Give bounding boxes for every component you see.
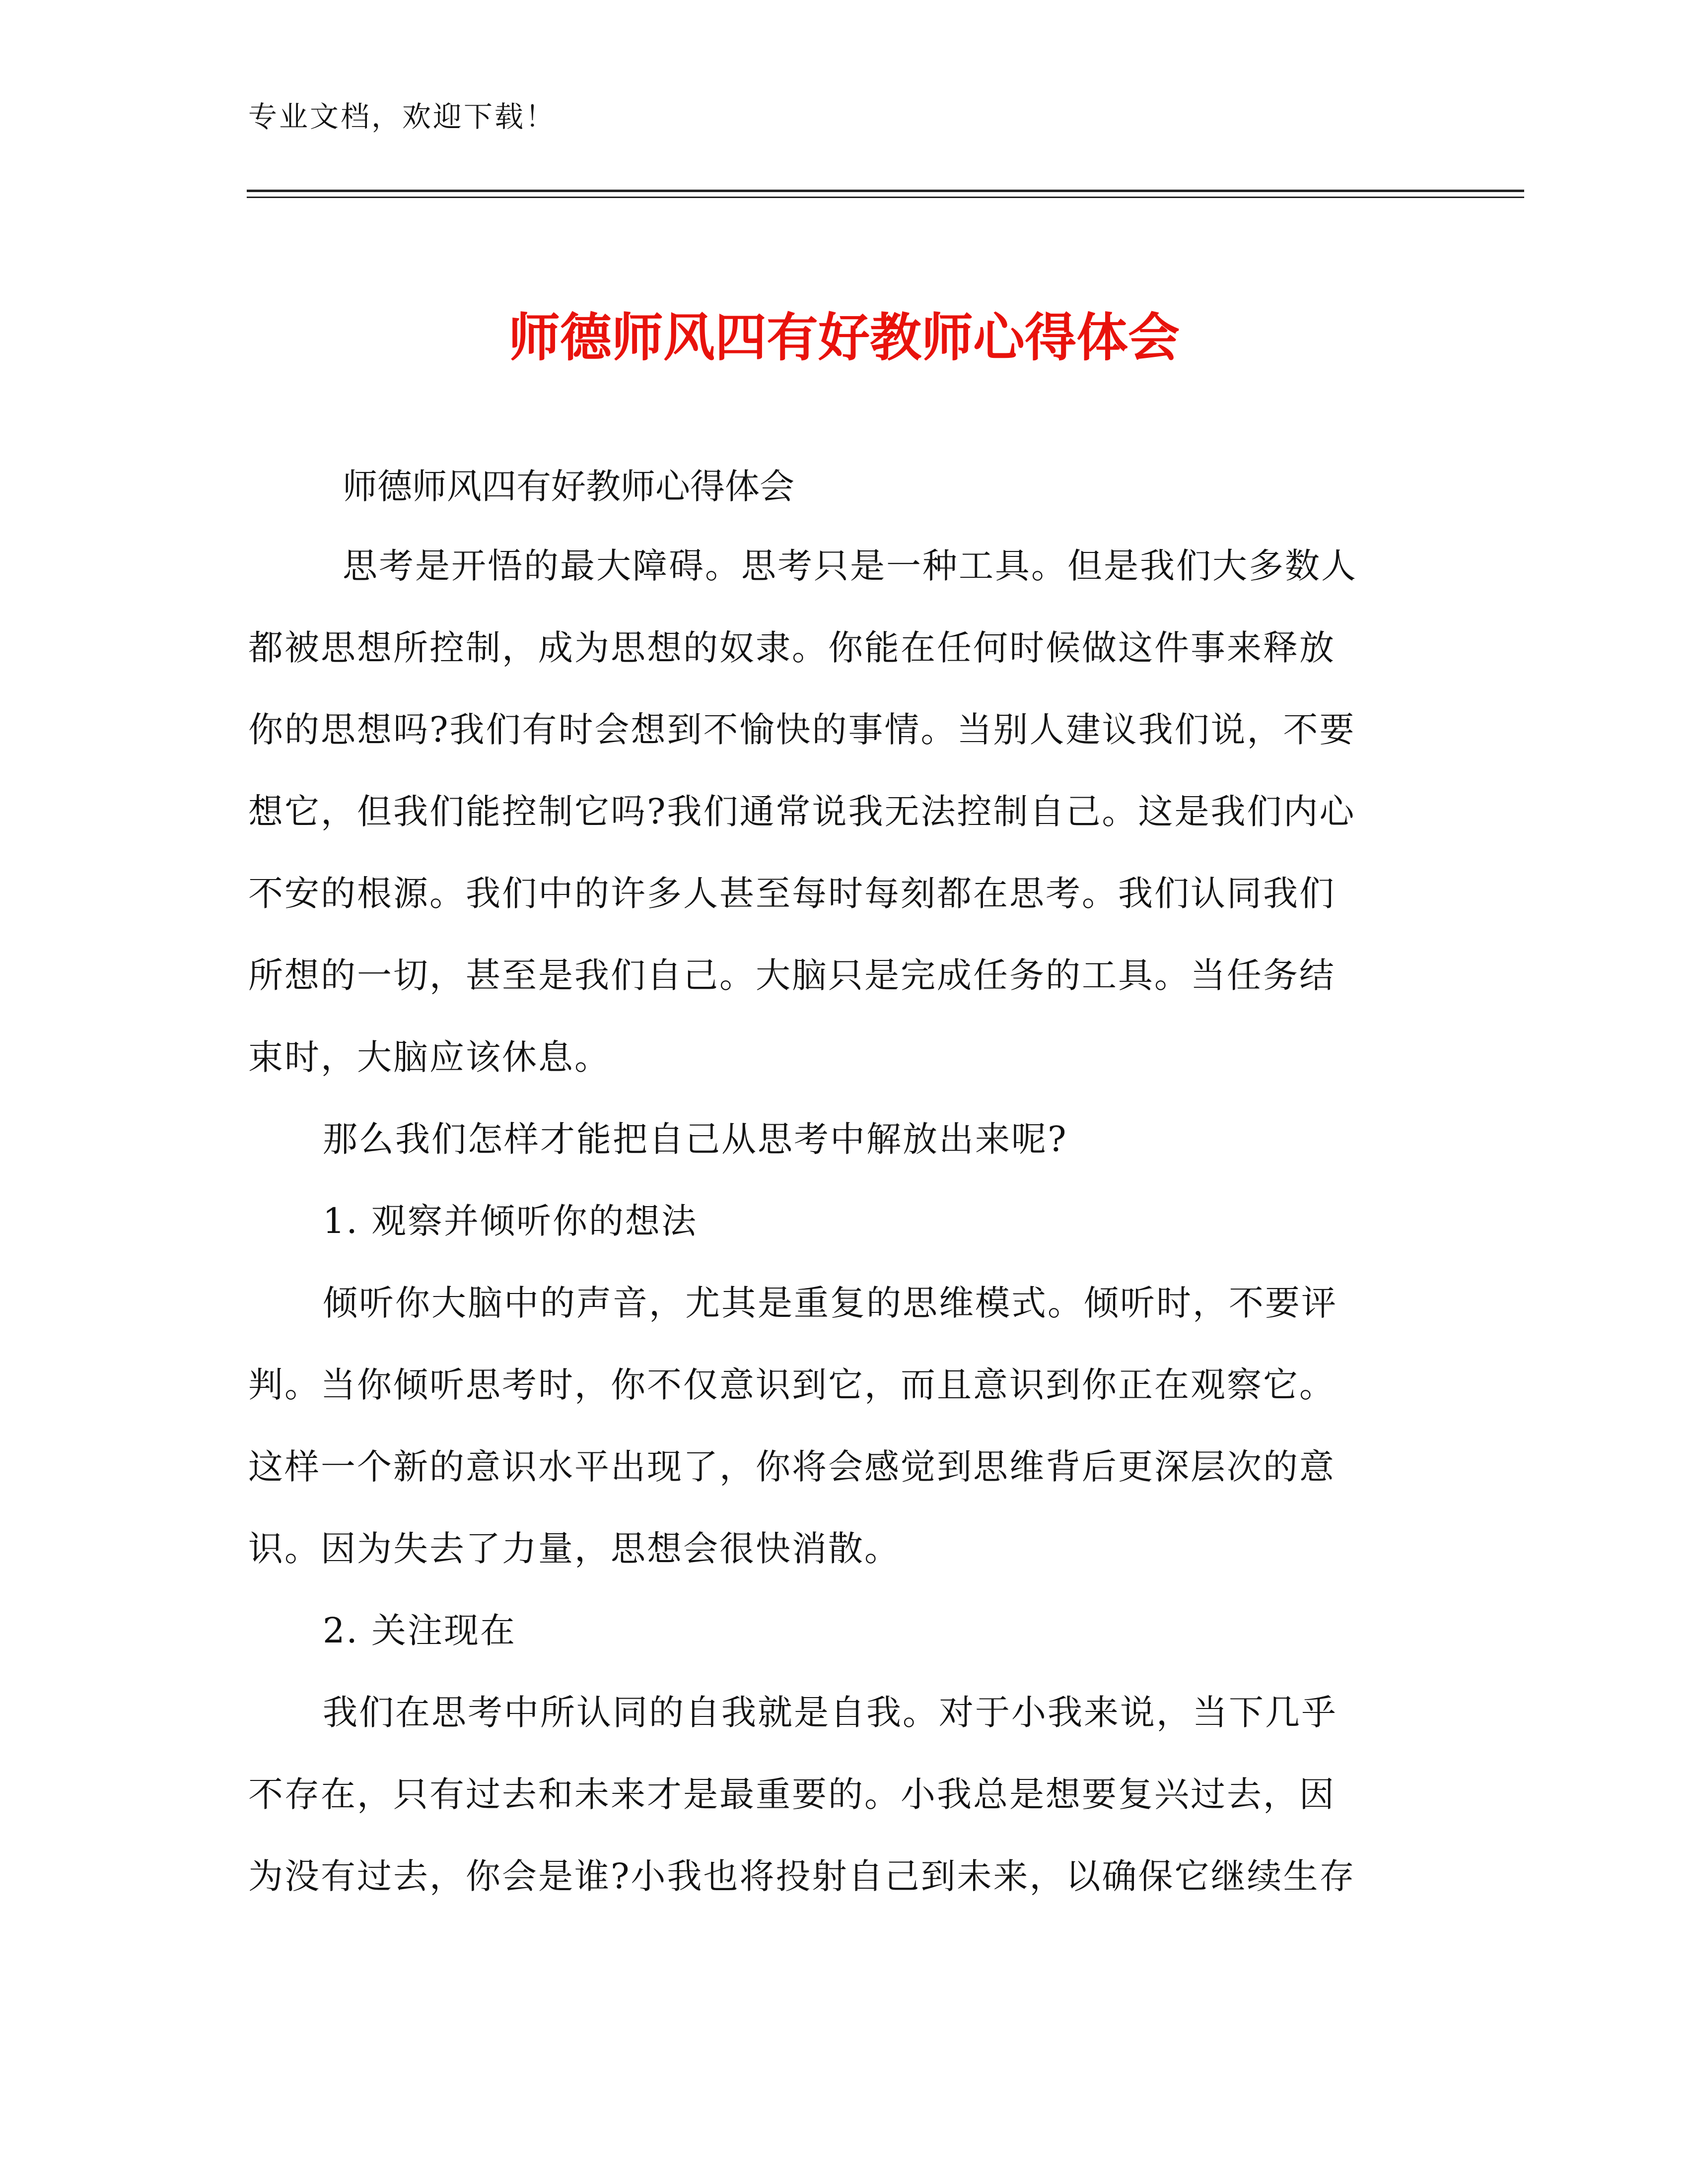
paragraph-line: 为没有过去，你会是谁?小我也将投射自己到未来，以确保它继续生存 (248, 1856, 1356, 1897)
paragraph-line: 你的思想吗?我们有时会想到不愉快的事情。当别人建议我们说，不要 (248, 709, 1356, 750)
paragraph-line: 判。当你倾听思考时，你不仅意识到它，而且意识到你正在观察它。 (248, 1365, 1336, 1405)
header-rule-thick (247, 190, 1524, 192)
paragraph-line: 倾听你大脑中的声音，尤其是重复的思维模式。倾听时，不要评 (323, 1283, 1337, 1323)
header-rule-thin (247, 197, 1524, 198)
paragraph-line: 思考是开悟的最大障碍。思考只是一种工具。但是我们大多数人 (343, 546, 1357, 586)
section-heading: 1. 观察并倾听你的想法 (323, 1201, 698, 1241)
paragraph-line: 所想的一切，甚至是我们自己。大脑只是完成任务的工具。当任务结 (248, 955, 1336, 996)
paragraph-line: 那么我们怎样才能把自己从思考中解放出来呢? (323, 1119, 1068, 1160)
paragraph-line: 想它，但我们能控制它吗?我们通常说我无法控制自己。这是我们内心 (248, 791, 1356, 832)
paragraph-line: 不存在，只有过去和未来才是最重要的。小我总是想要复兴过去，因 (248, 1774, 1336, 1815)
paragraph-line: 识。因为失去了力量，思想会很快消散。 (248, 1528, 901, 1569)
paragraph-line: 这样一个新的意识水平出现了，你将会感觉到思维背后更深层次的意 (248, 1446, 1336, 1487)
document-subtitle: 师德师风四有好教师心得体会 (343, 466, 794, 507)
paragraph-line: 都被思想所控制，成为思想的奴隶。你能在任何时候做这件事来释放 (248, 627, 1336, 668)
paragraph-line: 束时，大脑应该休息。 (248, 1037, 611, 1078)
header-text: 专业文档，欢迎下载！ (248, 100, 557, 134)
paragraph-line: 不安的根源。我们中的许多人甚至每时每刻都在思考。我们认同我们 (248, 873, 1336, 914)
document-title: 师德师风四有好教师心得体会 (508, 307, 1180, 368)
section-heading: 2. 关注现在 (323, 1610, 517, 1651)
paragraph-line: 我们在思考中所认同的自我就是自我。对于小我来说，当下几乎 (323, 1692, 1337, 1733)
